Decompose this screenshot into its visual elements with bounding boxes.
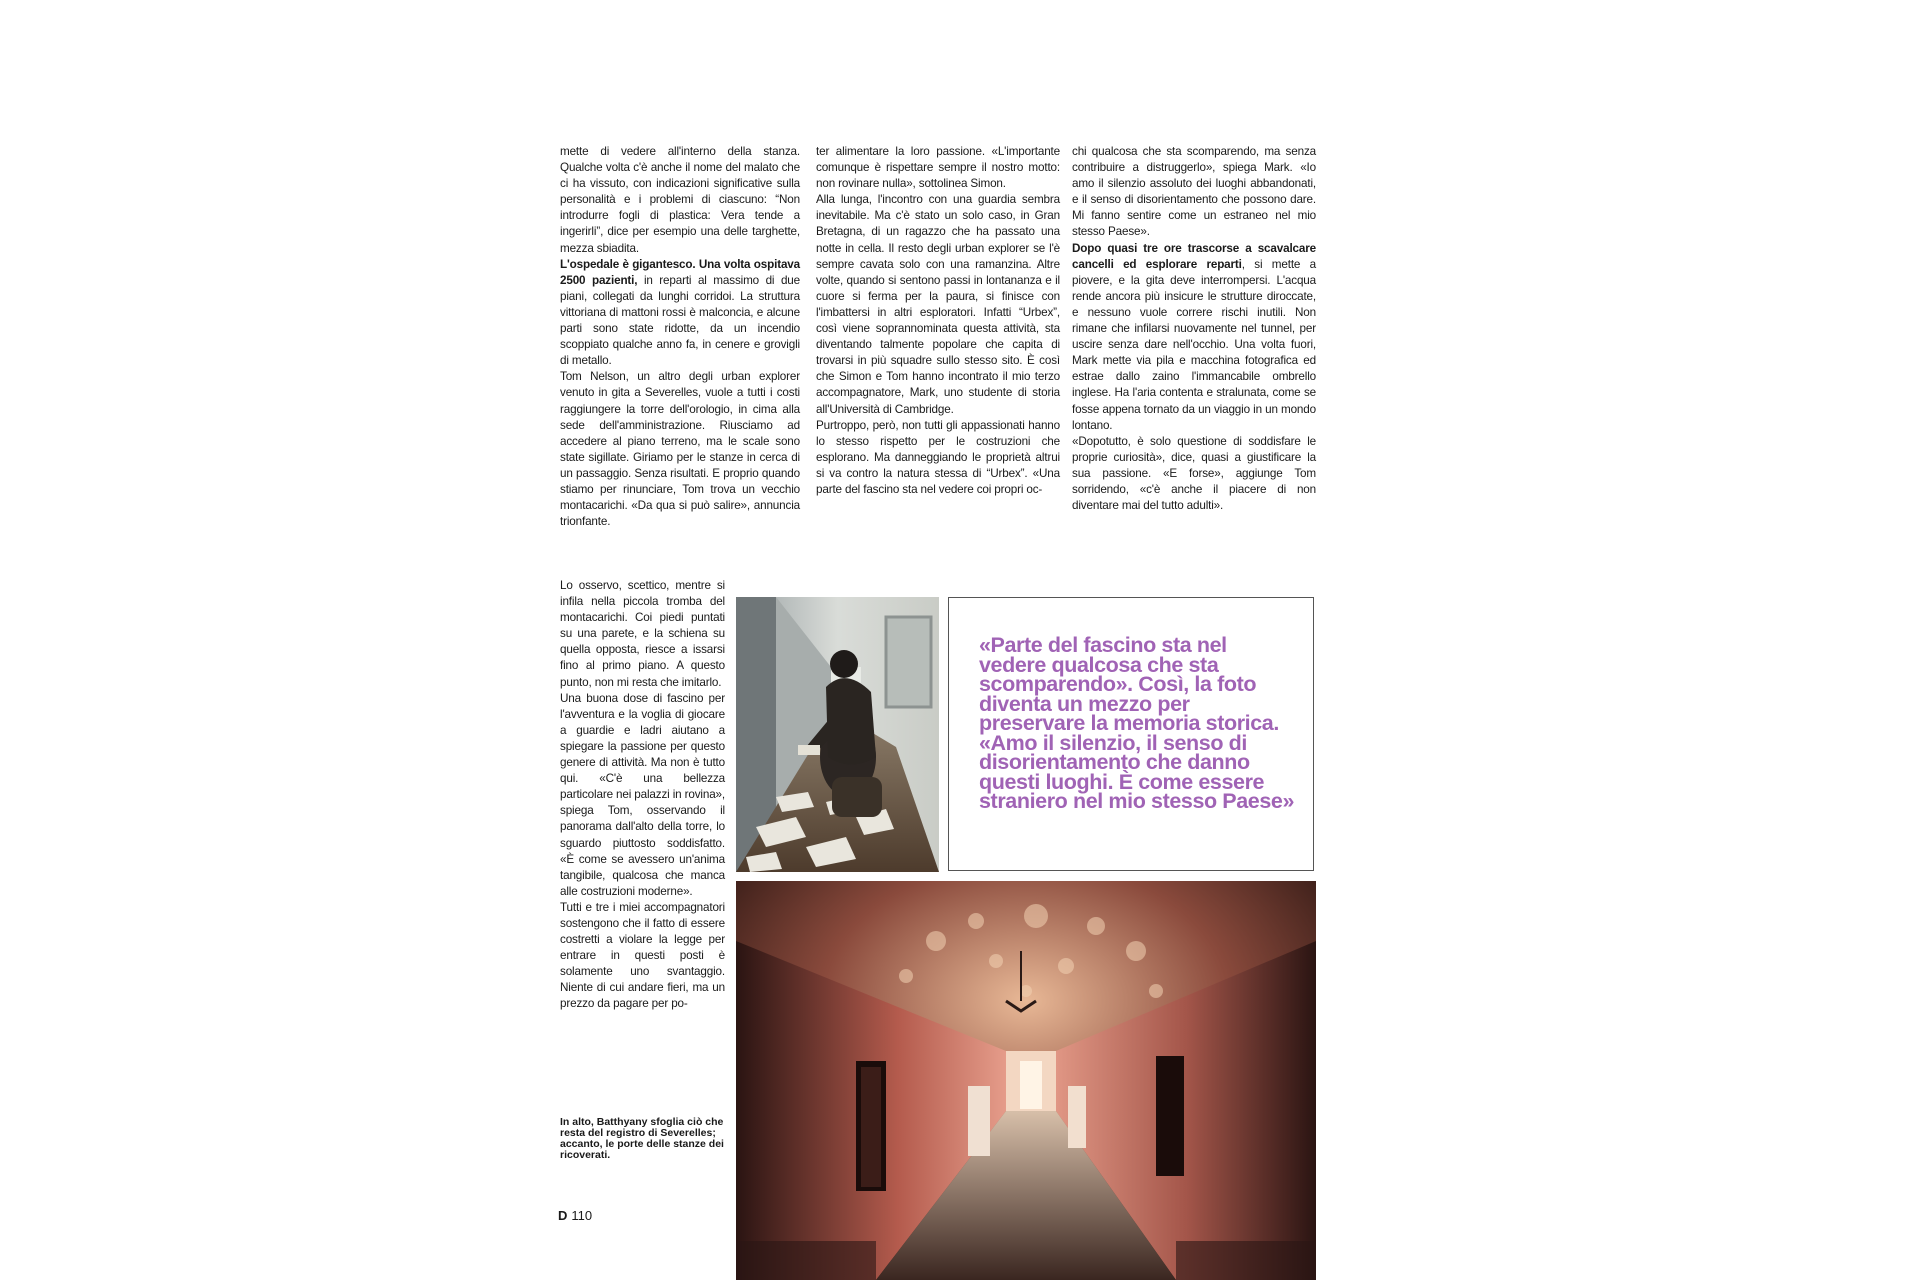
paragraph-text: in reparti al massimo di due piani, collegati da lunghi corridoi. La struttura vittoriana di mattoni rossi è malconcia, e alcune parti sono state ridotte, da un incendio scoppiato qualche anno fa, in cenere e grovigli di metallo.	[560, 273, 800, 368]
pull-quote: «Parte del fascino sta nel vedere qualcosa che sta scomparendo». Così, la foto diventa un mezzo per preservare la memoria storica. «Amo il silenzio, il senso di disorientamento che danno questi luoghi. È come essere straniero nel mio stesso Paese»	[979, 633, 1295, 813]
bold-lead: L'ospedale è gigantesco. Una volta ospitava 2500 pazienti,	[560, 257, 800, 287]
paragraph: Purtroppo, però, non tutti gli appassionati hanno lo stesso rispetto per le costruzioni che esplorano. Ma danneggiando le proprietà altrui si va contro la natura stessa di “Urbex”. «Una parte del fascino sta nel vedere coi propri oc-	[816, 418, 1060, 496]
magazine-logo: D	[558, 1208, 568, 1223]
corridor-photo-image	[736, 881, 1316, 1280]
paragraph: chi qualcosa che sta scomparendo, ma senza contribuire a distruggerlo», spiega Mark. «Io amo il silenzio assoluto dei luoghi abbandonati, e il senso di disorientamento che possono dare. Mi fanno sentire come un estraneo nel mio stesso Paese».	[1072, 145, 1316, 239]
paragraph	[560, 257, 800, 370]
paragraph: Una buona dose di fascino per l'avventura e la voglia di giocare a guardie e ladri aiutano a spiegare la passione per questo genere di attività. Ma non è tutto qui. «C'è una bellezza particolare nei palazzi in rovina», spiega Tom, osservando il panorama dall'alto della torre, lo sguardo piuttosto soddisfatto. «È come se avessero un'anima tangibile, qualcosa che manca alle costruzioni moderne».	[560, 691, 725, 898]
page-folio	[558, 1208, 592, 1223]
paragraph-text: , si mette a piovere, e la gita deve interrompersi. L'acqua rende ancora più insicure le strutture diroccate, e nessuno vuole correre rischi inutili. Non rimane che infilarsi nuovamente nel tunnel, per uscire senza dare nell'occhio. Una volta fuori, Mark mette via pila e macchina fotografica ed estrae dallo zaino l'immancabile ombrello inglese. Ha l'aria contenta e stralunata, come se fosse appena tornato da un viaggio in un mondo lontano.	[1072, 257, 1316, 432]
explorer-photo-image	[736, 597, 939, 872]
paragraph: Alla lunga, l'incontro con una guardia sembra inevitabile. Ma c'è stato un solo caso, in Gran Bretagna, di un ragazzo che ha passato una notte in cella. Il resto degli urban explorer se l'è sempre cavata solo con una ramanzina. Altre volte, quando si sentono passi in lontananza e il cuore si ferma per la paura, si finisce con l'imbattersi in altri esploratori. Infatti “Urbex”, così viene soprannominata questa attività, sta diventando talmente popolare che capita di trovarsi in più squadre sullo stesso sito. È così che Simon e Tom hanno incontrato il mio terzo accompagnatore, Mark, uno studente di storia all'Università di Cambridge.	[816, 193, 1060, 416]
pull-quote-box	[948, 597, 1314, 871]
explorer-photo	[736, 597, 939, 872]
bold-lead: Dopo quasi tre ore trascorse a scavalcare cancelli ed esplorare reparti	[1072, 241, 1316, 271]
paragraph: ter alimentare la loro passione. «L'importante comunque è rispettare sempre il nostro motto: non rovinare nulla», sottolinea Simon.	[816, 145, 1060, 191]
photo-caption: In alto, Batthyany sfoglia ciò che resta del registro di Severelles; accanto, le porte delle stanze dei ricoverati.	[560, 1116, 724, 1161]
corridor-photo	[736, 881, 1316, 1280]
paragraph: Tutti e tre i miei accompagnatori sostengono che il fatto di essere costretti a violare la legge per entrare in questi posti è solamente uno svantaggio. Niente di cui andare fieri, ma un prezzo da pagare per po-	[560, 900, 725, 1011]
article-column-3	[1072, 144, 1316, 514]
paragraph: mette di vedere all'interno della stanza. Qualche volta c'è anche il nome del malato che ci ha vissuto, con indicazioni significative sulla personalità e i problemi di ciascuno: “Non introdurre fogli di plastica: Vera tende a ingerirli”, dice per esempio una delle targhette, mezza sbiadita.	[560, 145, 800, 255]
paragraph: Tom Nelson, un altro degli urban explorer venuto in gita a Severelles, vuole a tutti i costi raggiungere la torre dell'orologio, in cima alla sede dell'amministrazione. Riusciamo ad accedere al piano terreno, ma le scale sono state sigillate. Giriamo per le stanze in cerca di un passaggio. Senza risultati. E proprio quando stiamo per rinunciare, Tom trova un vecchio montacarichi. «Da qua si può salire», annuncia trionfante.	[560, 370, 800, 529]
page-number: 110	[571, 1208, 593, 1223]
article-column-1	[560, 144, 800, 530]
paragraph	[1072, 241, 1316, 434]
paragraph: Lo osservo, scettico, mentre si infila nella piccola tromba del montacarichi. Coi piedi puntati su una parete, e la schiena su quella opposta, riesce a issarsi fino al primo piano. A questo punto, non mi resta che imitarlo.	[560, 579, 725, 689]
paragraph: «Dopotutto, è solo questione di soddisfare le proprie curiosità», dice, quasi a giustificare la sua passione. «E forse», aggiunge Tom sorridendo, «c'è anche il piacere di non diventare mai del tutto adulti».	[1072, 434, 1316, 513]
article-column-1-continued	[560, 578, 725, 1013]
article-column-2	[816, 144, 1060, 498]
